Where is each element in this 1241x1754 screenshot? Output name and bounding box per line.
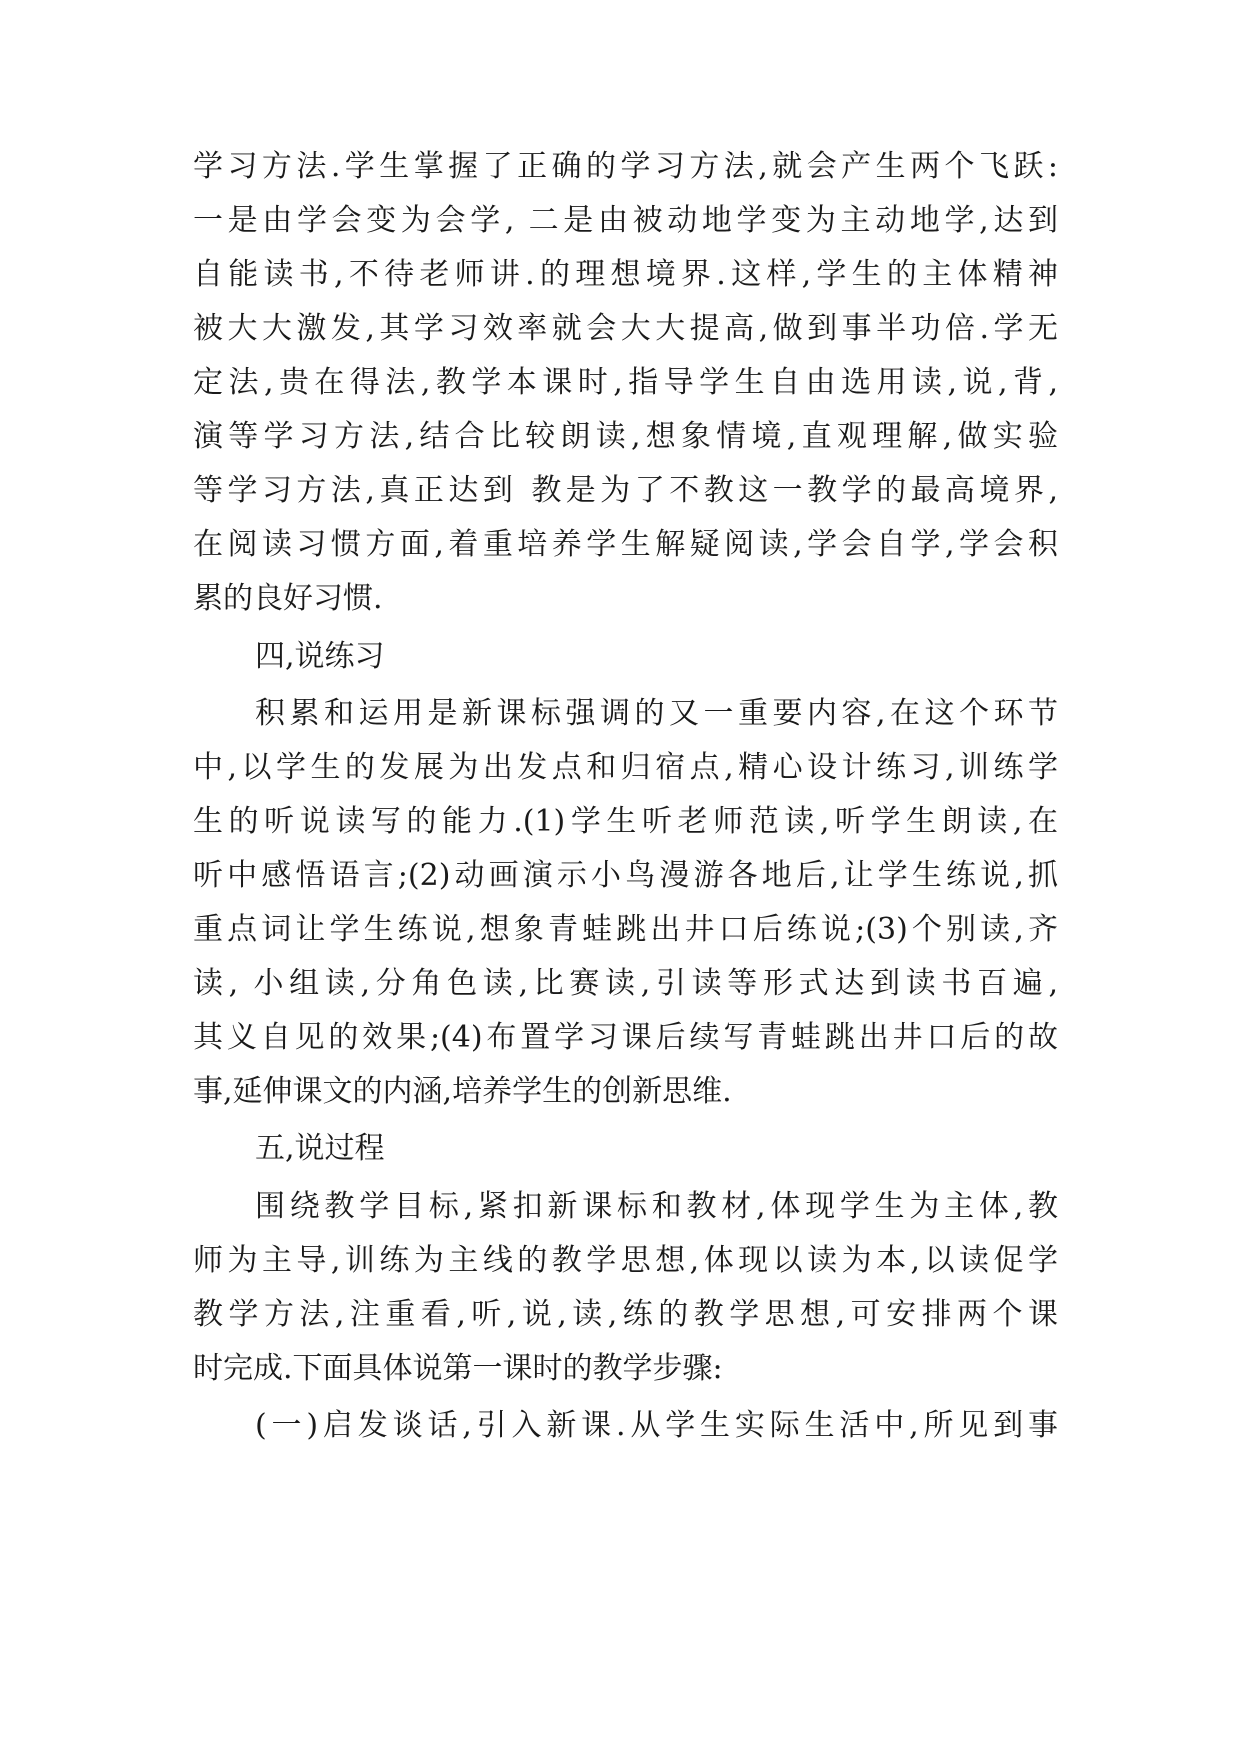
text-line: 累的良好习惯. [193, 581, 383, 616]
text-line: 生的听说读写的能力.(1)学生听老师范读,听学生朗读,在 [193, 804, 1058, 839]
text-line: 自能读书,不待老师讲.的理想境界.这样,学生的主体精神 [193, 257, 1058, 292]
text-line: 定法,贵在得法,教学本课时,指导学生自由选用读,说,背, [193, 365, 1058, 400]
text-line: 一是由学会变为会学, 二是由被动地学变为主动地学,达到 [193, 203, 1058, 238]
text-line: 教学方法,注重看,听,说,读,练的教学思想,可安排两个课 [193, 1297, 1058, 1332]
text-line: 事,延伸课文的内涵,培养学生的创新思维. [193, 1074, 732, 1109]
text-line: 等学习方法,真正达到 教是为了不教这一教学的最高境界, [193, 473, 1058, 508]
paragraph-first-line: (一)启发谈话,引入新课.从学生实际生活中,所见到事 [255, 1408, 1058, 1443]
text-line: 读, 小组读,分角色读,比赛读,引读等形式达到读书百遍, [193, 966, 1058, 1001]
text-line: 被大大激发,其学习效率就会大大提高,做到事半功倍.学无 [193, 311, 1058, 346]
text-line: 时完成.下面具体说第一课时的教学步骤: [193, 1351, 723, 1386]
text-line: 师为主导,训练为主线的教学思想,体现以读为本,以读促学 [193, 1243, 1058, 1278]
text-line: 学习方法.学生掌握了正确的学习方法,就会产生两个飞跃: [193, 149, 1058, 184]
paragraph-first-line: 积累和运用是新课标强调的又一重要内容,在这个环节 [255, 696, 1058, 731]
text-line: 演等学习方法,结合比较朗读,想象情境,直观理解,做实验 [193, 419, 1058, 454]
section-heading: 五,说过程 [255, 1131, 385, 1166]
section-heading: 四,说练习 [255, 639, 385, 674]
text-line: 中,以学生的发展为出发点和归宿点,精心设计练习,训练学 [193, 750, 1058, 785]
paragraph-first-line: 围绕教学目标,紧扣新课标和教材,体现学生为主体,教 [255, 1189, 1058, 1224]
text-line: 在阅读习惯方面,着重培养学生解疑阅读,学会自学,学会积 [193, 527, 1058, 562]
text-line: 其义自见的效果;(4)布置学习课后续写青蛙跳出井口后的故 [193, 1020, 1058, 1055]
text-line: 重点词让学生练说,想象青蛙跳出井口后练说;(3)个别读,齐 [193, 912, 1058, 947]
text-line: 听中感悟语言;(2)动画演示小鸟漫游各地后,让学生练说,抓 [193, 858, 1058, 893]
